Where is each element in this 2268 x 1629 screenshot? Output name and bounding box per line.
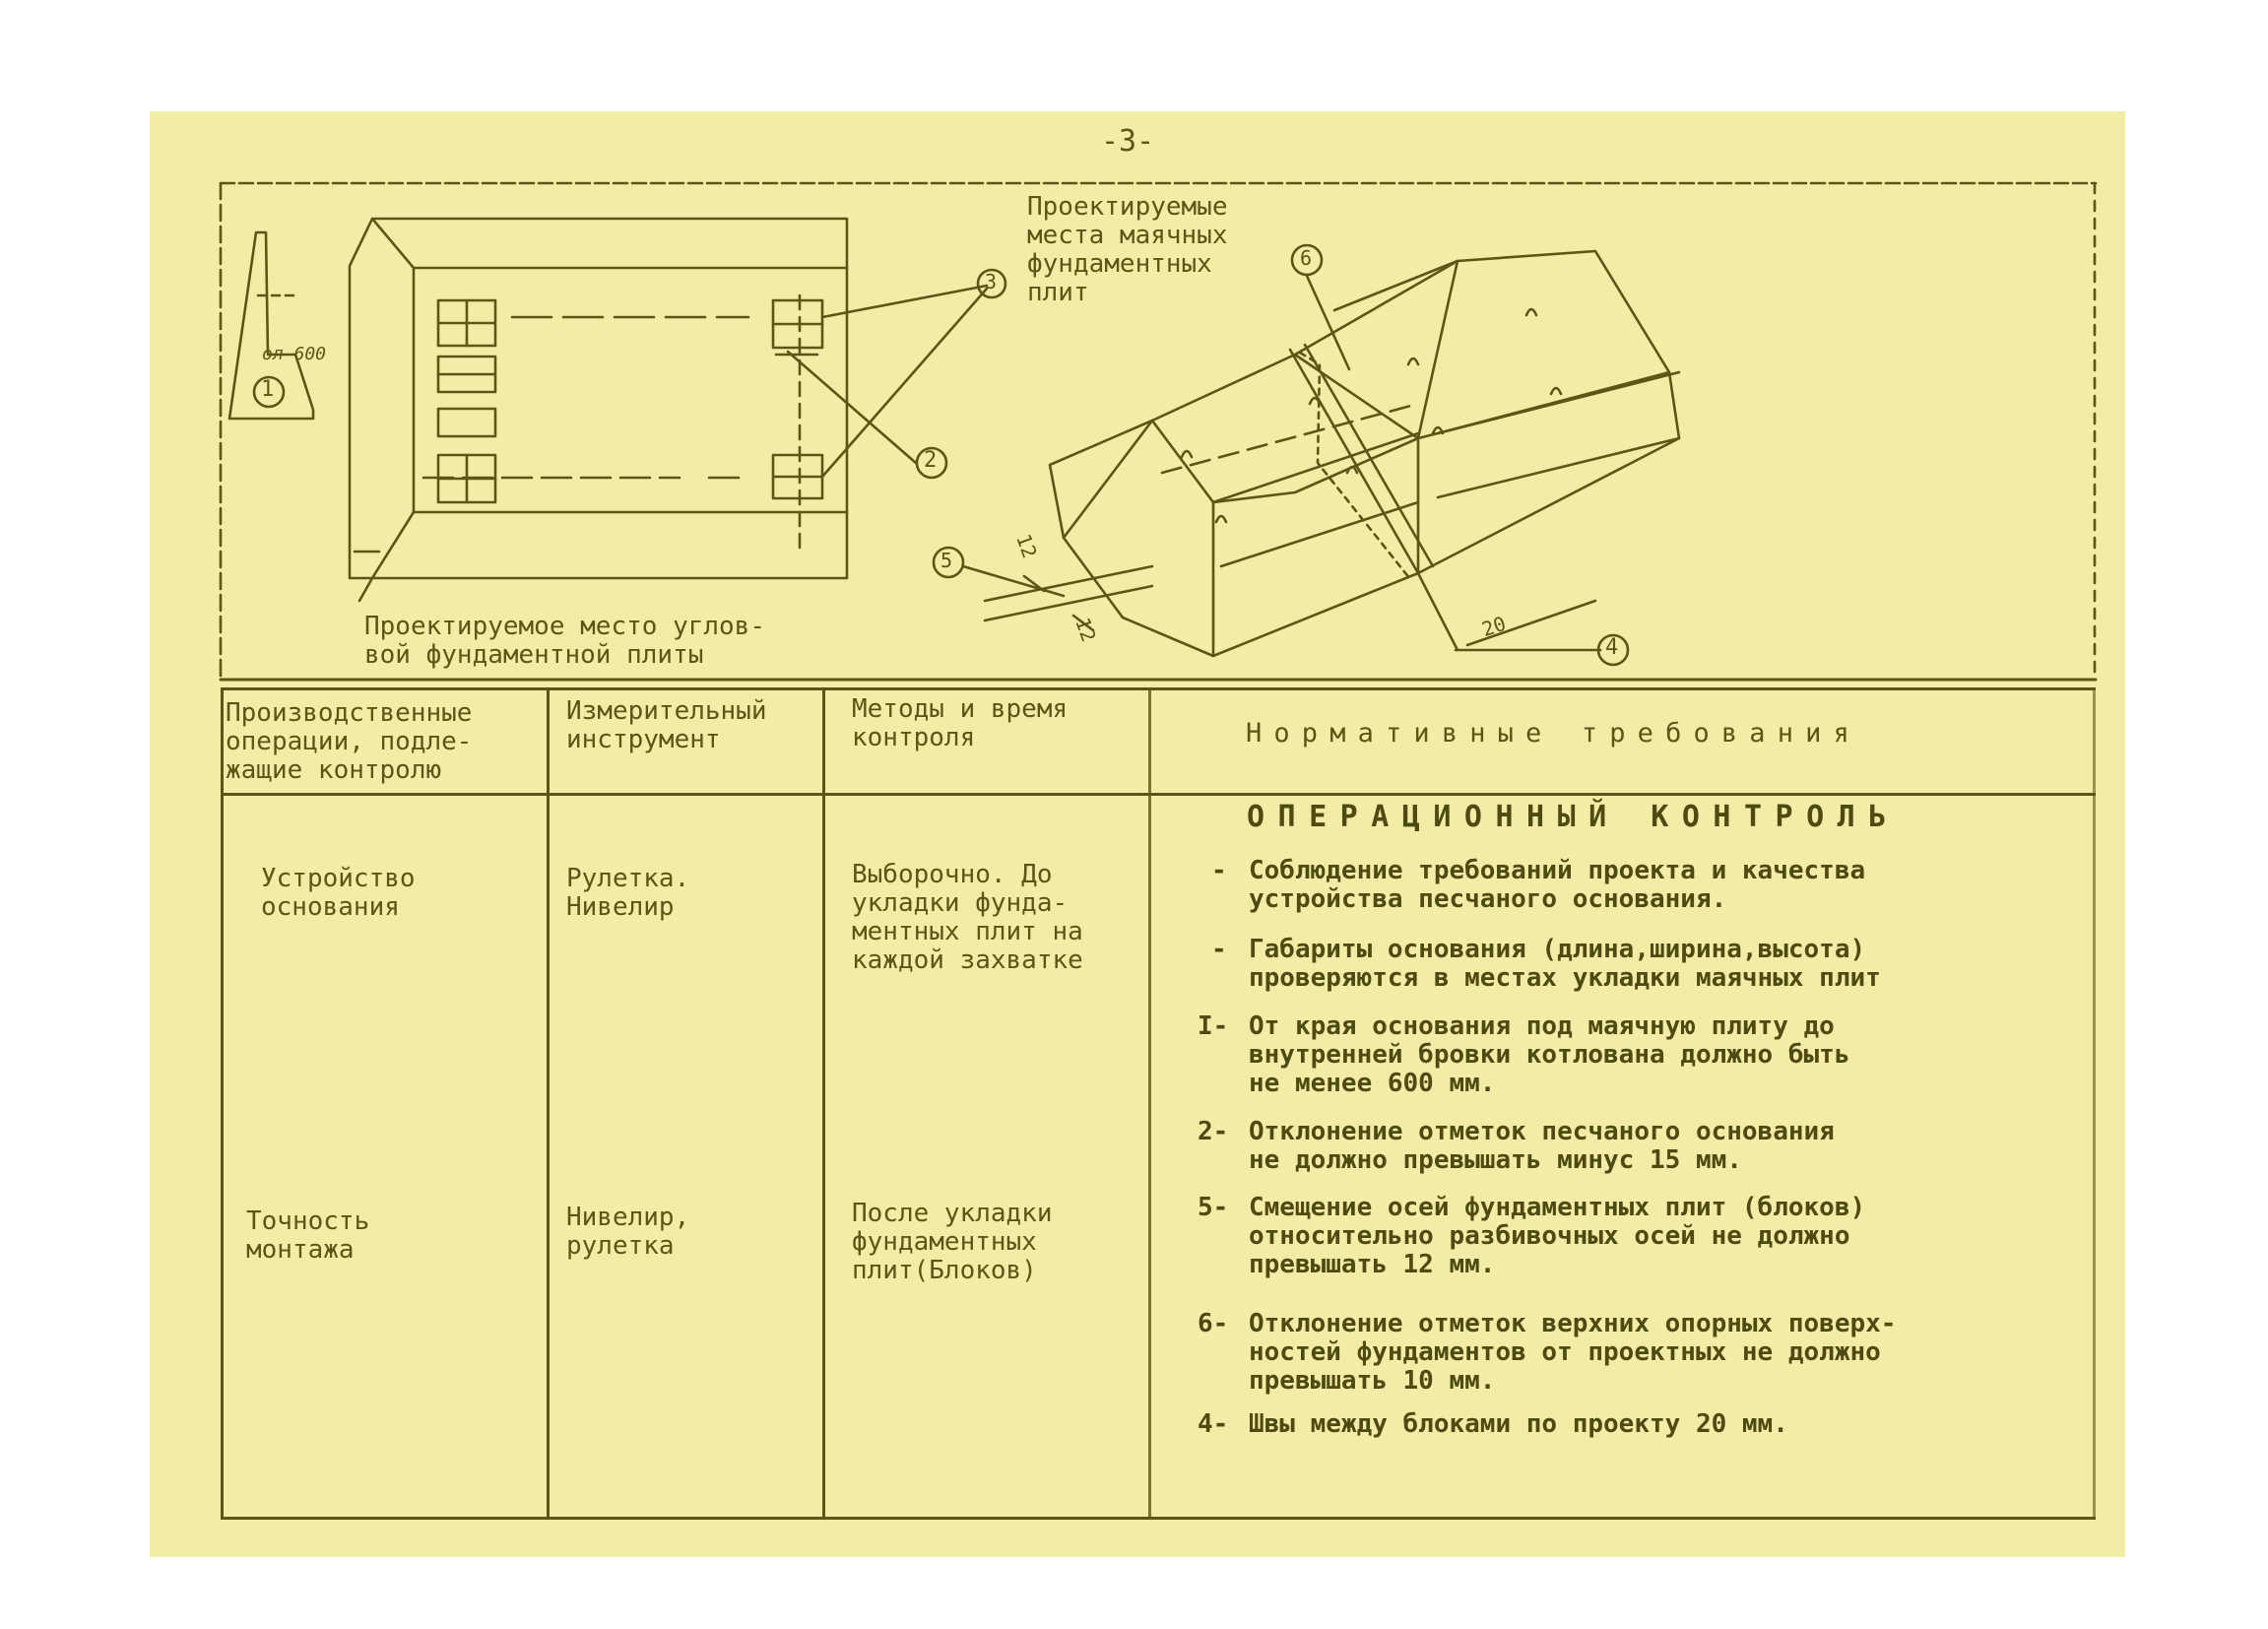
requirement-text: Соблюдение требований проекта и качества устройства песчаного основания. bbox=[1249, 856, 1866, 914]
requirement-item: 2- bbox=[1198, 1117, 1229, 1146]
dim-600-label: ол 600 bbox=[262, 344, 327, 364]
requirement-item: 4- bbox=[1198, 1409, 1229, 1439]
row2-instrument: Нивелир, рулетка bbox=[566, 1203, 690, 1261]
table-col-divider-2 bbox=[822, 687, 825, 1520]
row1-operation: Устройство основания bbox=[261, 864, 416, 922]
row2-method: После укладки фундаментных плит(Блоков) bbox=[852, 1199, 1053, 1285]
row1-method: Выборочно. До укладки фунда- ментных плит на каждой захватке bbox=[852, 860, 1083, 975]
table-col-divider-3 bbox=[1148, 687, 1151, 1520]
label-beacon-plates: Проектируемые места маячных фундаментных плит bbox=[1027, 192, 1228, 307]
header-operations: Производственные операции, подле- жащие контролю bbox=[226, 698, 473, 785]
header-methods: Методы и время контроля bbox=[852, 694, 1069, 752]
requirement-item: I- bbox=[1198, 1011, 1229, 1041]
callout-5: 5 bbox=[940, 549, 953, 572]
requirement-text: От края основания под маячную плиту до внутренней бровки котлована должно быть не менее 600 мм. bbox=[1249, 1011, 1850, 1098]
callout-3: 3 bbox=[985, 270, 998, 293]
label-corner-plate: Проектируемое место углов- вой фундаментной плиты bbox=[364, 612, 765, 670]
table-top-rule bbox=[221, 687, 2096, 690]
callout-2: 2 bbox=[924, 448, 938, 473]
requirement-item: - bbox=[1211, 856, 1227, 885]
requirement-text: Габариты основания (длина,ширина,высота) проверяются в местах укладки маячных плит bbox=[1249, 935, 1881, 993]
header-requirements: Нормативные требования bbox=[1246, 718, 1861, 749]
callout-6: 6 bbox=[1300, 246, 1313, 270]
dim-20: 20 bbox=[1478, 611, 1510, 642]
requirement-text: Смещение осей фундаментных плит (блоков) относительно разбивочных осей не должно превышать 12 мм. bbox=[1249, 1193, 1866, 1279]
requirement-item: - bbox=[1211, 935, 1227, 964]
requirement-item: 6- bbox=[1198, 1309, 1229, 1338]
requirement-text: Отклонение отметок верхних опорных поверх- ностей фундаментов от проектных не должно превышать 10 мм. bbox=[1249, 1309, 1897, 1396]
page-number: -3- bbox=[1101, 124, 1155, 159]
requirement-text: Швы между блоками по проекту 20 мм. bbox=[1249, 1409, 1788, 1439]
section-title: ОПЕРАЦИОННЫЙ КОНТРОЛЬ bbox=[1247, 800, 1900, 834]
callout-1: 1 bbox=[261, 377, 275, 402]
table-header-rule bbox=[221, 793, 2096, 796]
table-col-divider-1 bbox=[547, 687, 550, 1520]
requirement-text: Отклонение отметок песчаного основания не должно превышать минус 15 мм. bbox=[1249, 1117, 1835, 1175]
callout-4: 4 bbox=[1605, 635, 1619, 660]
table-right-border bbox=[2093, 687, 2096, 1520]
table-bottom-rule bbox=[221, 1517, 2096, 1520]
dim-12-bottom: 12 bbox=[1070, 614, 1101, 645]
table-left-border bbox=[221, 687, 224, 1520]
row1-instrument: Рулетка. Нивелир bbox=[566, 864, 690, 922]
header-instrument: Измерительный инструмент bbox=[566, 696, 767, 754]
row2-operation: Точность монтажа bbox=[246, 1206, 370, 1265]
dim-12-top: 12 bbox=[1011, 530, 1042, 561]
requirement-item: 5- bbox=[1198, 1193, 1229, 1222]
